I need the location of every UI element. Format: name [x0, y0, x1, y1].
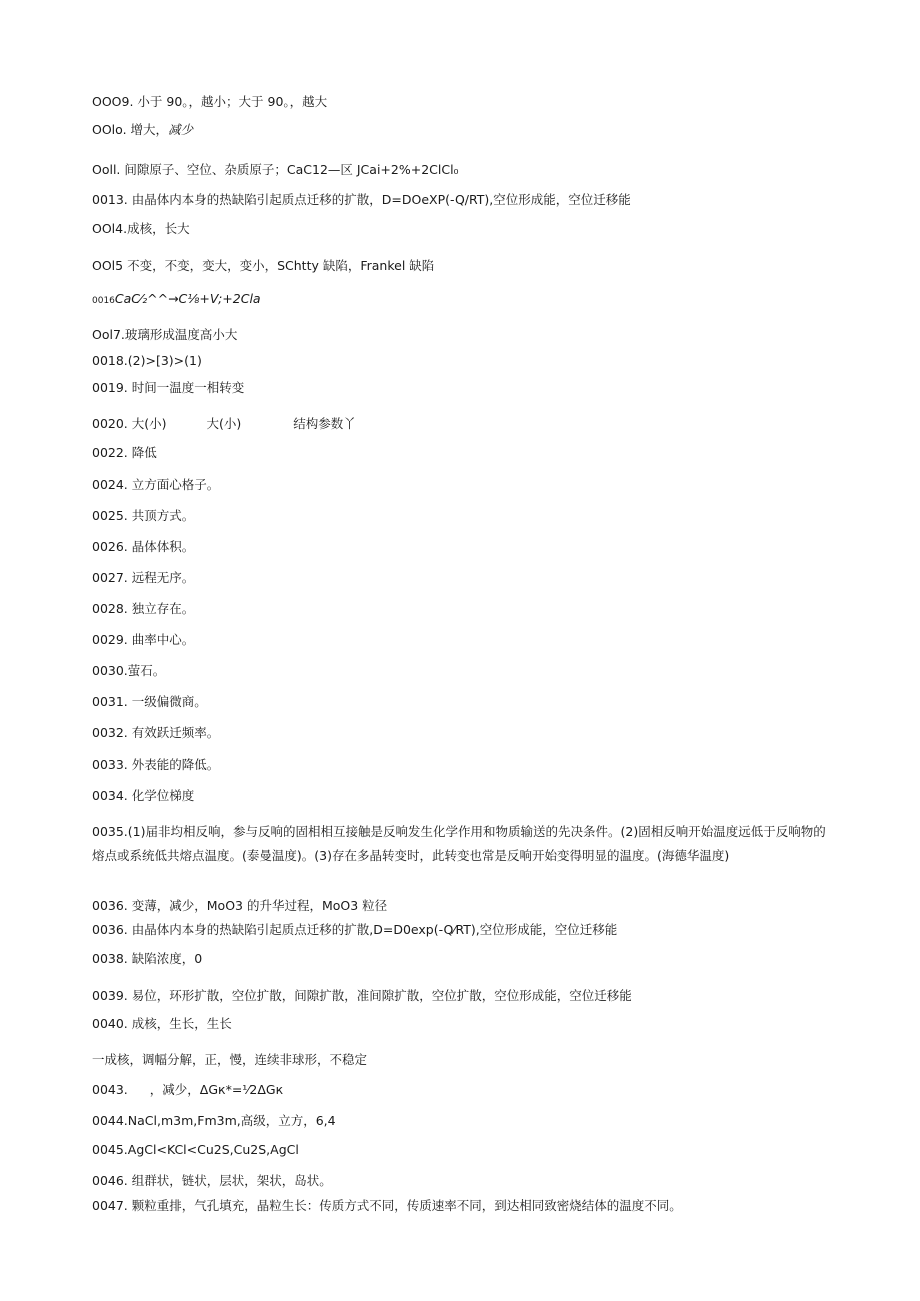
answer-0013: 0013. 由晶体内本身的热缺陷引起质点迁移的扩散，D=DOeXP(-Q/RT),空位形成能，空位迁移能: [92, 192, 631, 207]
answer-0041: 一成核，调幅分解，正，慢，连续非球形，不稳定: [92, 1052, 368, 1067]
answer-0016-number: 0016: [92, 296, 115, 306]
answer-0044: 0044.NaCl,m3m,Fm3m,高级，立方，6,4: [92, 1113, 336, 1128]
answer-0045: 0045.AgCl<KCl<Cu2S,Cu2S,AgCl: [92, 1142, 299, 1157]
answer-0018: 0018.(2)>[3)>(1): [92, 353, 202, 368]
answer-0020-b: 大(小): [206, 416, 242, 431]
answer-0026: 0026. 晶体体积。: [92, 539, 195, 554]
answer-0017: Ool7.玻璃形成温度高小大: [92, 327, 238, 342]
answer-0035: 0035.(1)届非均相反响，参与反响的固相相互接触是反响发生化学作用和物质输送的先决条件。(2)固相反响开始温度远低于反响物的熔点或系统低共熔点温度。(泰曼温度)。(3)存在多晶转变时，此转变也常是反响开始变得明显的温度。(海德华温度): [92, 824, 826, 863]
answer-0036-b: 0036. 由晶体内本身的热缺陷引起质点迁移的扩散,D=D0exp(-Q⁄RT),空位形成能，空位迁移能: [92, 922, 618, 937]
answer-0029: 0029. 曲率中心。: [92, 632, 195, 647]
answer-0015: OOl5 不变，不变，变大，变小，SChtty 缺陷，Frankel 缺陷: [92, 258, 435, 273]
answer-0039: 0039. 易位，环形扩散，空位扩散，间隙扩散，准间隙扩散，空位扩散，空位形成能，空位迁移能: [92, 988, 632, 1003]
answer-0020-c: 结构参数丫: [293, 416, 356, 431]
answer-0043-number: 0043.: [92, 1082, 128, 1097]
answer-0014: OOl4.成核，长大: [92, 221, 190, 236]
answer-0020-a: 0020. 大(小): [92, 416, 167, 431]
answer-0047: 0047. 颗粒重排，气孔填充，晶粒生长：传质方式不同，传质速率不同，到达相同致密烧结体的温度不同。: [92, 1198, 682, 1213]
answer-0043-tail: ，减少，ΔGк*=⅟2ΔGк: [149, 1082, 284, 1097]
answer-0025: 0025. 共顶方式。: [92, 508, 195, 523]
answer-0038: 0038. 缺陷浓度，0: [92, 951, 203, 966]
answer-0010: [92, 122, 193, 138]
answer-0010-text: OOlo. 增大，: [92, 122, 169, 137]
answer-0028: 0028. 独立存在。: [92, 601, 195, 616]
answer-0031: 0031. 一级偏微商。: [92, 694, 207, 709]
answer-0030: 0030.萤石。: [92, 663, 166, 678]
answer-0016: [92, 291, 261, 309]
answer-0043: [92, 1082, 283, 1098]
answer-0022: 0022. 降低: [92, 445, 157, 460]
answer-0009: OOO9. 小于 90。，越小；大于 90。，越大: [92, 94, 328, 109]
answer-0034: 0034. 化学位梯度: [92, 788, 195, 803]
answer-0033: 0033. 外表能的降低。: [92, 757, 220, 772]
answer-0016-formula: CaC⁄₂^^→C⅛+V;+2Cla: [114, 291, 261, 306]
answer-0024: 0024. 立方面心格子。: [92, 477, 220, 492]
answer-0040: 0040. 成核，生长，生长: [92, 1016, 232, 1031]
answer-0032: 0032. 有效跃迁频率。: [92, 725, 220, 740]
answer-0036-a: 0036. 变薄，减少，MoO3 的升华过程，MoO3 粒径: [92, 898, 388, 913]
answer-0027: 0027. 远程无序。: [92, 570, 195, 585]
answer-0046: 0046. 组群状，链状，层状，架状，岛状。: [92, 1173, 332, 1188]
answer-0020: [92, 416, 356, 432]
answer-0010-tail: 减少: [168, 122, 194, 137]
answer-0011: Ooll. 间隙原子、空位、杂质原子；CaC12—区 JCai+2%+2ClCl₀: [92, 162, 459, 177]
answer-0019: 0019. 时间一温度一相转变: [92, 380, 245, 395]
